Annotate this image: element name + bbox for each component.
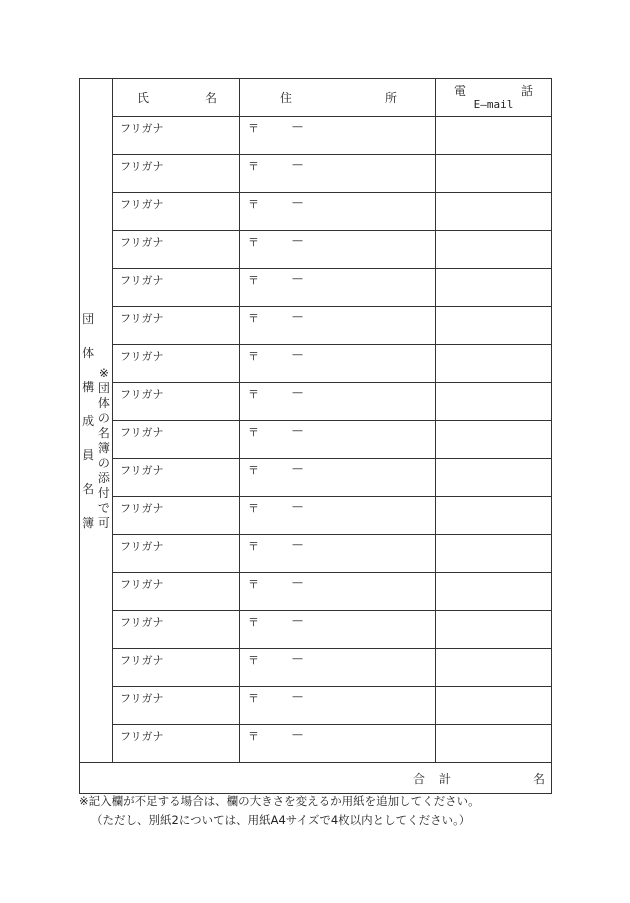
table-row: [80, 269, 552, 307]
postal-dash: —: [292, 196, 303, 209]
postal-dash: —: [292, 690, 303, 703]
table-row: [80, 459, 552, 497]
postal-dash: —: [292, 310, 303, 323]
address-header-char2: 所: [384, 91, 397, 105]
address-cell[interactable]: [240, 649, 436, 687]
postal-dash: —: [292, 500, 303, 513]
address-cell[interactable]: [240, 611, 436, 649]
furigana-label: フリガナ: [120, 502, 164, 515]
postal-dash: —: [292, 120, 303, 133]
table-row: [80, 535, 552, 573]
postal-dash: —: [292, 348, 303, 361]
roster-title: [82, 302, 94, 540]
phone-email-header: [436, 79, 552, 117]
furigana-label: フリガナ: [120, 122, 164, 135]
address-cell[interactable]: [240, 725, 436, 763]
attachment-note-char: 付: [97, 485, 110, 500]
phone-email-cell[interactable]: [436, 269, 552, 307]
postal-mark: 〒: [248, 388, 259, 401]
table-row: [80, 687, 552, 725]
footnotes: [79, 792, 480, 830]
address-cell[interactable]: [240, 307, 436, 345]
postal-dash: —: [292, 538, 303, 551]
email-header: E—mail: [473, 97, 514, 111]
postal-mark: 〒: [248, 122, 259, 135]
address-cell[interactable]: [240, 155, 436, 193]
postal-dash: —: [292, 424, 303, 437]
postal-mark: 〒: [248, 730, 259, 743]
furigana-label: フリガナ: [120, 350, 164, 363]
roster-title-char: 団: [82, 311, 95, 326]
furigana-label: フリガナ: [120, 616, 164, 629]
table-row: [80, 725, 552, 763]
name-cell[interactable]: [113, 421, 240, 459]
phone-email-cell[interactable]: [436, 611, 552, 649]
postal-mark: 〒: [248, 198, 259, 211]
furigana-label: フリガナ: [120, 540, 164, 553]
postal-dash: —: [292, 272, 303, 285]
phone-email-cell[interactable]: [436, 155, 552, 193]
name-cell[interactable]: [113, 231, 240, 269]
furigana-label: フリガナ: [120, 160, 164, 173]
furigana-label: フリガナ: [120, 426, 164, 439]
address-cell[interactable]: [240, 573, 436, 611]
furigana-label: フリガナ: [120, 274, 164, 287]
name-cell[interactable]: [113, 497, 240, 535]
roster-title-char: 簿: [82, 515, 95, 530]
footnote-line-2: （ただし、別紙2については、用紙A4サイズで4枚以内としてください。）: [91, 813, 471, 827]
total-row: [80, 763, 552, 794]
address-cell[interactable]: [240, 497, 436, 535]
table-row: [80, 573, 552, 611]
name-cell[interactable]: [113, 649, 240, 687]
furigana-label: フリガナ: [120, 654, 164, 667]
total-char1: 合: [412, 771, 425, 786]
table-row: [80, 155, 552, 193]
name-cell[interactable]: [113, 307, 240, 345]
phone-email-cell[interactable]: [436, 231, 552, 269]
postal-dash: —: [292, 652, 303, 665]
postal-mark: 〒: [248, 692, 259, 705]
name-header-char2: 名: [204, 91, 217, 105]
postal-mark: 〒: [248, 274, 259, 287]
footnote-line-1: ※記入欄が不足する場合は、欄の大きさを変えるか用紙を追加してください。: [79, 794, 480, 808]
attachment-note-char: 簿: [97, 440, 110, 455]
address-cell[interactable]: [240, 231, 436, 269]
roster-title-char: 名: [82, 481, 95, 496]
postal-dash: —: [292, 386, 303, 399]
postal-mark: 〒: [248, 654, 259, 667]
postal-mark: 〒: [248, 540, 259, 553]
postal-mark: 〒: [248, 426, 259, 439]
table-row: [80, 649, 552, 687]
phone-header-char1: 電: [454, 83, 467, 98]
attachment-note-char: の: [97, 455, 110, 470]
name-cell[interactable]: [113, 383, 240, 421]
address-cell[interactable]: [240, 535, 436, 573]
name-cell[interactable]: [113, 611, 240, 649]
phone-email-cell[interactable]: [436, 193, 552, 231]
furigana-label: フリガナ: [120, 464, 164, 477]
attachment-note-char: ※: [98, 365, 109, 380]
postal-dash: —: [292, 462, 303, 475]
phone-email-cell[interactable]: [436, 497, 552, 535]
furigana-label: フリガナ: [120, 578, 164, 591]
address-header: [240, 79, 436, 117]
furigana-label: フリガナ: [120, 312, 164, 325]
table-row: [80, 345, 552, 383]
name-cell[interactable]: [113, 155, 240, 193]
roster-title-char: 員: [82, 447, 95, 462]
phone-email-cell[interactable]: [436, 117, 552, 155]
phone-email-cell[interactable]: [436, 307, 552, 345]
postal-mark: 〒: [248, 312, 259, 325]
phone-email-cell[interactable]: [436, 459, 552, 497]
furigana-label: フリガナ: [120, 236, 164, 249]
attachment-note-char: の: [97, 410, 110, 425]
header-row: [80, 79, 552, 117]
table-row: [80, 231, 552, 269]
attachment-note-char: 添: [97, 470, 110, 485]
attachment-note-char: 体: [97, 395, 110, 410]
address-cell[interactable]: [240, 421, 436, 459]
table-row: [80, 307, 552, 345]
roster-title-char: 体: [82, 345, 95, 360]
roster-title-char: 成: [82, 413, 95, 428]
address-cell[interactable]: [240, 383, 436, 421]
postal-mark: 〒: [248, 616, 259, 629]
postal-mark: 〒: [248, 236, 259, 249]
table-row: [80, 117, 552, 155]
name-cell[interactable]: [113, 459, 240, 497]
postal-mark: 〒: [248, 578, 259, 591]
address-cell[interactable]: [240, 459, 436, 497]
phone-email-cell[interactable]: [436, 725, 552, 763]
name-cell[interactable]: [113, 345, 240, 383]
furigana-label: フリガナ: [120, 198, 164, 211]
phone-header-char2: 話: [520, 83, 533, 98]
attachment-note-char: で: [97, 500, 110, 515]
name-cell[interactable]: [113, 269, 240, 307]
phone-email-cell[interactable]: [436, 573, 552, 611]
name-cell[interactable]: [113, 687, 240, 725]
name-header: [113, 79, 240, 117]
address-cell[interactable]: [240, 193, 436, 231]
phone-email-cell[interactable]: [436, 535, 552, 573]
attachment-note-char: 名: [97, 425, 110, 440]
furigana-label: フリガナ: [120, 692, 164, 705]
roster-title-char: 構: [82, 379, 95, 394]
name-cell[interactable]: [113, 573, 240, 611]
name-header-char1: 氏: [137, 91, 150, 105]
postal-dash: —: [292, 158, 303, 171]
address-cell[interactable]: [240, 269, 436, 307]
furigana-label: フリガナ: [120, 730, 164, 743]
postal-mark: 〒: [248, 160, 259, 173]
phone-email-cell[interactable]: [436, 649, 552, 687]
postal-dash: —: [292, 614, 303, 627]
attachment-note-char: 可: [97, 515, 110, 530]
table-row: [80, 193, 552, 231]
phone-email-cell[interactable]: [436, 383, 552, 421]
name-cell[interactable]: [113, 193, 240, 231]
name-cell[interactable]: [113, 117, 240, 155]
table-row: [80, 611, 552, 649]
postal-dash: —: [292, 728, 303, 741]
total-unit: 名: [532, 771, 545, 786]
postal-dash: —: [292, 576, 303, 589]
furigana-label: フリガナ: [120, 388, 164, 401]
attachment-note-char: 団: [97, 380, 110, 395]
roster-attachment-note: [98, 366, 110, 531]
phone-email-cell[interactable]: [436, 687, 552, 725]
roster-side-label: [80, 79, 113, 763]
name-cell[interactable]: [113, 725, 240, 763]
total-cell: [80, 763, 552, 794]
table-row: [80, 383, 552, 421]
name-cell[interactable]: [113, 535, 240, 573]
address-cell[interactable]: [240, 345, 436, 383]
postal-mark: 〒: [248, 350, 259, 363]
address-cell[interactable]: [240, 117, 436, 155]
postal-mark: 〒: [248, 502, 259, 515]
postal-mark: 〒: [248, 464, 259, 477]
address-cell[interactable]: [240, 687, 436, 725]
table-row: [80, 497, 552, 535]
phone-email-cell[interactable]: [436, 345, 552, 383]
total-char2: 計: [438, 771, 451, 786]
postal-dash: —: [292, 234, 303, 247]
member-roster-table: [79, 78, 552, 794]
table-row: [80, 421, 552, 459]
address-header-char1: 住: [280, 91, 293, 105]
phone-email-cell[interactable]: [436, 421, 552, 459]
